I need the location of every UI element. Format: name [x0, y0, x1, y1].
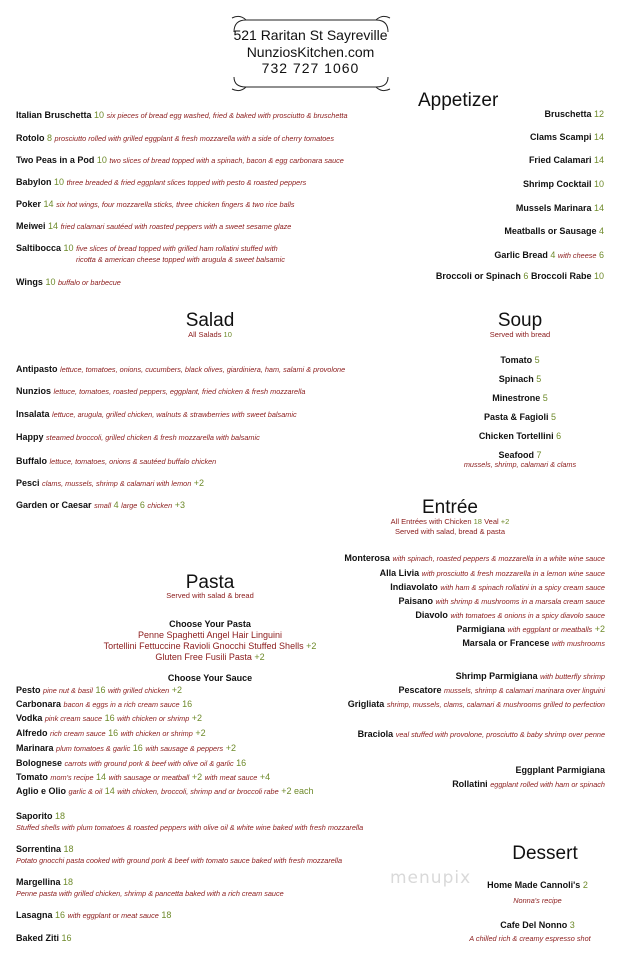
item-name: Vodka	[16, 713, 43, 723]
appetizer-item-right	[504, 226, 604, 236]
item-name: Minestrone	[492, 393, 541, 403]
pasta-options-text: Gluten Free Fusili Pasta	[155, 652, 252, 662]
sauce-item	[16, 728, 206, 738]
item-name: Buffalo	[16, 456, 47, 466]
item-desc: with prosciutto & fresh mozzarella in a lemon wine sauce	[421, 569, 605, 578]
item-price: 10	[94, 110, 105, 120]
entree-item	[415, 610, 605, 620]
item-extra: +2	[171, 685, 183, 695]
item-name: Tomato	[500, 355, 533, 365]
item-desc: shrimp, mussels, clams, calamari & mushrooms grilled to perfection	[386, 700, 605, 709]
item-price: 18	[55, 811, 66, 821]
item-name: Italian Bruschetta	[16, 110, 92, 120]
item-price: 10	[54, 177, 65, 187]
appetizer-item	[16, 110, 348, 120]
salad-subtitle	[150, 330, 270, 339]
item-desc: bacon & eggs in a rich cream sauce	[63, 700, 180, 709]
item-price: 8	[47, 133, 53, 143]
salad-item	[16, 478, 204, 488]
appetizer-item	[16, 177, 306, 187]
baked-item	[16, 844, 74, 854]
item-desc: with eggplant or meatballs	[507, 625, 593, 634]
item-desc2: with chicken or shrimp	[117, 714, 190, 723]
item-name: Garden or Caesar	[16, 500, 92, 510]
appetizer-item	[16, 243, 278, 253]
pasta-options-extra: +2	[254, 652, 265, 662]
choose-sauce-heading: Choose Your Sauce	[167, 673, 253, 683]
item-price: 16	[61, 933, 72, 943]
item-price2: 6	[598, 250, 604, 260]
item-desc2: with chicken, broccoli, shrimp and or broccoli rabe	[117, 787, 279, 796]
item-name: Aglio e Olio	[16, 786, 67, 796]
appetizer-title: Appetizer	[418, 90, 499, 111]
item-name: Alla Livia	[379, 568, 420, 578]
salad-item	[16, 500, 185, 510]
item-desc: with spinach, roasted peppers & mozzarella in a white wine sauce	[392, 554, 605, 563]
item-desc: lettuce, arugula, grilled chicken, walnuts & strawberries with sweet balsamic	[52, 410, 297, 419]
item-name: Marinara	[16, 743, 54, 753]
baked-item	[16, 933, 72, 943]
sauce-item	[16, 758, 246, 768]
item-desc: garlic & oil	[68, 787, 103, 796]
item-price: 14	[104, 786, 115, 796]
item-name: Nunzios	[16, 386, 51, 396]
item-desc: with butterfly shrimp	[540, 672, 605, 681]
item-name: Happy	[16, 432, 44, 442]
item-name: Grigliata	[347, 699, 385, 709]
item-desc2: with chicken or shrimp	[120, 729, 193, 738]
appetizer-item-right	[544, 109, 604, 119]
entree-title: Entrée	[422, 497, 478, 518]
appetizer-item-right	[436, 271, 604, 281]
item-price2: 10	[593, 271, 604, 281]
dessert-item	[470, 920, 605, 930]
entree-subtitle-veal: Veal	[484, 517, 499, 526]
item-name: Baked Ziti	[16, 933, 60, 943]
entree-special	[348, 699, 605, 709]
item-desc: three breaded & fried eggplant slices topped with pesto & roasted peppers	[66, 178, 307, 187]
item-desc: plum tomatoes & garlic	[56, 744, 131, 753]
item-name: Meatballs or Sausage	[504, 226, 597, 236]
soup-item	[460, 431, 580, 441]
appetizer-item	[16, 221, 291, 231]
item-price: 10	[593, 179, 604, 189]
item-desc2: with sausage or meatball	[108, 773, 190, 782]
item-name: Rollatini	[452, 779, 488, 789]
item-desc: six pieces of bread egg washed, fried & baked with prosciutto & bruschetta	[106, 111, 348, 120]
item-name: Chicken Tortellini	[478, 431, 554, 441]
item-desc: mussels, shrimp & calamari marinara over linguini	[444, 686, 605, 695]
item-name: Two Peas in a Pod	[16, 155, 95, 165]
item-price: 16	[95, 685, 106, 695]
item-name: Bolognese	[16, 758, 63, 768]
item-price: 14	[593, 155, 604, 165]
item-desc: prosciutto rolled with grilled eggplant & fresh mozzarella with a side of cherry tomatoes	[54, 134, 334, 143]
item-name: Seafood	[498, 450, 534, 460]
item-name2: Broccoli Rabe	[530, 271, 592, 281]
salad-item	[16, 432, 260, 442]
dessert-item-desc: A chilled rich & creamy espresso shot	[469, 934, 591, 943]
item-desc2: large	[121, 501, 138, 510]
item-name: Antipasto	[16, 364, 58, 374]
pasta-options-line-1: Penne Spaghetti Angel Hair Linguini	[137, 630, 283, 640]
item-name: Babylon	[16, 177, 52, 187]
item-name: Saltibocca	[16, 243, 62, 253]
item-price: 10	[45, 277, 56, 287]
soup-item-desc: mussels, shrimp, calamari & clams	[463, 460, 577, 469]
pasta-options-line-2	[50, 641, 370, 651]
sauce-item	[16, 713, 202, 723]
item-price: 5	[551, 412, 557, 422]
appetizer-item-right	[529, 155, 604, 165]
item-extra: +2	[195, 728, 206, 738]
item-price: 16	[104, 713, 115, 723]
item-extra: +2	[594, 624, 605, 634]
item-desc3: with meat sauce	[204, 773, 258, 782]
item-desc: with ham & spinach rollatini in a spicy cream sauce	[440, 583, 605, 592]
entree-item	[390, 582, 605, 592]
item-name: Parmigiana	[456, 624, 505, 634]
baked-item-desc: Penne pasta with grilled chicken, shrimp & pancetta baked with a rich cream sauce	[16, 889, 284, 898]
item-desc: fried calamari sautéed with roasted peppers with a sweet sesame glaze	[60, 222, 292, 231]
item-price: 5	[536, 374, 542, 384]
item-desc: buffalo or barbecue	[57, 278, 121, 287]
item-price-pre: 16	[55, 910, 66, 920]
dessert-item-desc: Nonna's recipe	[513, 896, 562, 905]
appetizer-item-right	[494, 250, 604, 260]
item-price: 16	[182, 699, 193, 709]
item-name: Mussels Marinara	[515, 203, 592, 213]
pasta-options-text: Tortellini Fettuccine Ravioli Gnocchi Stuffed Shells	[103, 641, 304, 651]
item-desc2: with sausage & peppers	[145, 744, 224, 753]
sauce-item	[16, 699, 192, 709]
item-desc: lettuce, tomatoes, onions, cucumbers, black olives, giardiniera, ham, salami & provolone	[60, 365, 346, 374]
entree-item	[380, 568, 605, 578]
item-name: Shrimp Parmigiana	[455, 671, 538, 681]
item-price: 3	[569, 920, 575, 930]
pasta-title: Pasta	[185, 572, 235, 593]
phone[interactable]: 732 727 1060	[261, 60, 360, 76]
website[interactable]: NunziosKitchen.com	[246, 44, 375, 60]
item-desc: carrots with ground pork & beef with olive oil & garlic	[64, 759, 234, 768]
item-price: 14	[96, 772, 107, 782]
item-price: 14	[593, 132, 604, 142]
item-name: Pasta & Fagioli	[483, 412, 549, 422]
item-extra: +2 each	[281, 786, 314, 796]
entree-special	[456, 671, 605, 681]
item-price: 6	[523, 271, 529, 281]
soup-item	[470, 412, 570, 422]
ornament-bottom	[0, 75, 621, 95]
entree-special	[452, 779, 605, 789]
item-desc: eggplant rolled with ham or spinach	[490, 780, 605, 789]
entree-subtitle-2: Served with salad, bread & pasta	[394, 527, 506, 536]
item-price3: +3	[174, 500, 185, 510]
item-name: Clams Scampi	[529, 132, 592, 142]
item-name: Diavolo	[415, 610, 448, 620]
appetizer-item	[16, 277, 121, 287]
item-name: Saporito	[16, 811, 53, 821]
item-price: 18	[63, 877, 74, 887]
item-price: 18	[63, 844, 74, 854]
baked-item-desc: Stuffed shells with plum tomatoes & roasted peppers with olive oil & white wine baked with fresh mozzarella	[16, 823, 364, 832]
item-desc: two slices of bread topped with a spinach, bacon & egg carbonara sauce	[109, 156, 344, 165]
salad-item	[16, 456, 216, 466]
item-name: Indiavolato	[390, 582, 438, 592]
appetizer-item	[16, 199, 295, 209]
item-name: Bruschetta	[544, 109, 592, 119]
item-name: Pescatore	[398, 685, 442, 695]
item-price: 6	[556, 431, 562, 441]
pasta-subtitle: Served with salad & bread	[166, 591, 254, 600]
sauce-item	[16, 685, 182, 695]
item-name: Home Made Cannoli's	[487, 880, 581, 890]
salad-subtitle-price: 10	[223, 330, 232, 339]
item-desc: rich cream sauce	[50, 729, 106, 738]
item-name: Eggplant Parmigiana	[515, 765, 605, 775]
appetizer-item-right	[516, 203, 604, 213]
item-price: 4	[550, 250, 556, 260]
item-price: 18	[161, 910, 172, 920]
item-name: Spinach	[498, 374, 534, 384]
item-extra: +2	[191, 772, 203, 782]
appetizer-item	[16, 133, 334, 143]
item-name: Monterosa	[344, 553, 390, 563]
item-name: Paisano	[398, 596, 433, 606]
baked-item	[16, 910, 171, 920]
item-name: Garlic Bread	[494, 250, 548, 260]
item-price: 16	[108, 728, 119, 738]
item-price: 4	[598, 226, 604, 236]
item-name: Meiwei	[16, 221, 46, 231]
item-desc: veal stuffed with provolone, prosciutto & baby shrimp over penne	[395, 730, 605, 739]
salad-item	[16, 409, 297, 419]
pasta-options-line-3	[60, 652, 360, 662]
soup-item	[470, 374, 570, 384]
item-name: Pesto	[16, 685, 41, 695]
item-price: 7	[536, 450, 542, 460]
item-extra: +2	[193, 478, 205, 488]
item-desc: six hot wings, four mozzarella sticks, three chicken fingers & two rice balls	[56, 200, 295, 209]
item-name: Broccoli or Spinach	[435, 271, 521, 281]
item-extra: +2	[191, 713, 203, 723]
soup-item	[470, 355, 570, 365]
item-price: 10	[96, 155, 107, 165]
item-name: Wings	[16, 277, 43, 287]
item-name: Braciola	[357, 729, 394, 739]
appetizer-item-right	[523, 179, 604, 189]
item-name: Tomato	[16, 772, 48, 782]
item-name: Pesci	[16, 478, 40, 488]
entree-special	[398, 685, 605, 695]
item-name: Sorrentina	[16, 844, 62, 854]
item-desc: lettuce, tomatoes, onions & sautéed buffalo chicken	[49, 457, 217, 466]
entree-subtitle-text: All Entrées with Chicken	[390, 517, 472, 526]
header-bracket-bottom	[0, 75, 621, 100]
item-price: 16	[132, 743, 143, 753]
item-desc2: with grilled chicken	[107, 686, 170, 695]
item-desc: pink cream sauce	[44, 714, 103, 723]
sauce-item	[16, 743, 236, 753]
soup-title: Soup	[497, 310, 543, 331]
soup-item	[470, 393, 570, 403]
item-price2: 6	[139, 500, 145, 510]
item-price: 10	[63, 243, 74, 253]
dessert-item	[470, 880, 605, 890]
item-price: 2	[582, 880, 588, 890]
baked-item	[16, 811, 65, 821]
appetizer-item-right	[530, 132, 604, 142]
item-name: Lasagna	[16, 910, 53, 920]
item-name: Alfredo	[16, 728, 48, 738]
item-desc: with cheese	[557, 251, 597, 260]
entree-item	[344, 553, 605, 563]
item-price: 4	[113, 500, 119, 510]
item-name: Fried Calamari	[528, 155, 592, 165]
item-desc-cont: ricotta & american cheese topped with arugula & sweet balsamic	[76, 255, 285, 264]
salad-item	[16, 386, 305, 396]
item-price: 12	[593, 109, 604, 119]
item-desc: with eggplant or meat sauce	[67, 911, 159, 920]
entree-item	[456, 624, 605, 634]
dessert-title: Dessert	[512, 843, 578, 864]
entree-item	[398, 596, 605, 606]
item-desc3: chicken	[147, 501, 173, 510]
item-desc: steamed broccoli, grilled chicken & fresh mozzarella with balsamic	[46, 433, 260, 442]
sauce-item	[16, 772, 270, 782]
choose-pasta-heading: Choose Your Pasta	[169, 619, 251, 629]
item-name: Margellina	[16, 877, 61, 887]
salad-subtitle-text: All Salads	[188, 330, 222, 339]
sauce-item	[16, 786, 313, 796]
item-desc: clams, mussels, shrimp & calamari with lemon	[42, 479, 192, 488]
entree-special	[358, 729, 605, 739]
item-desc: with mushrooms	[551, 639, 605, 648]
item-extra: +2	[225, 743, 236, 753]
item-price: 5	[542, 393, 548, 403]
address: 521 Raritan St Sayreville	[233, 27, 388, 43]
item-price: 5	[534, 355, 540, 365]
entree-subtitle-price: 18	[473, 517, 482, 526]
item-desc: with shrimp & mushrooms in a marsala cream sauce	[435, 597, 605, 606]
item-desc: lettuce, tomatoes, roasted peppers, eggplant, fried chicken & fresh mozzarella	[53, 387, 306, 396]
item-name: Shrimp Cocktail	[522, 179, 592, 189]
item-price: 14	[48, 221, 59, 231]
pasta-options-extra: +2	[306, 641, 317, 651]
entree-item	[462, 638, 605, 648]
item-name: Poker	[16, 199, 42, 209]
item-name: Marsala or Francese	[462, 638, 550, 648]
baked-item	[16, 877, 73, 887]
item-name: Rotolo	[16, 133, 45, 143]
item-price: 14	[43, 199, 54, 209]
baked-item-desc: Potato gnocchi pasta cooked with ground pork & beef with tomato sauce baked with fresh mozzarella	[16, 856, 343, 865]
item-desc: pine nut & basil	[43, 686, 93, 695]
watermark: menupix	[390, 868, 472, 888]
salad-item	[16, 364, 345, 374]
item-extra2: +4	[259, 772, 271, 782]
item-price: 16	[236, 758, 247, 768]
item-price: 14	[593, 203, 604, 213]
entree-subtitle-veal-price: +2	[500, 517, 510, 526]
entree-subtitle-1	[360, 517, 540, 526]
item-desc: with tomatoes & onions in a spicy diavolo sauce	[450, 611, 605, 620]
soup-subtitle: Served with bread	[489, 330, 551, 339]
item-desc: small	[94, 501, 112, 510]
item-desc: mom's recipe	[50, 773, 94, 782]
soup-item	[460, 450, 580, 460]
salad-title: Salad	[185, 310, 235, 331]
item-name: Insalata	[16, 409, 50, 419]
item-name: Carbonara	[16, 699, 62, 709]
item-desc: five slices of bread topped with grilled ham rollatini stuffed with	[76, 244, 278, 253]
appetizer-item	[16, 155, 344, 165]
entree-special	[515, 765, 605, 775]
item-name: Cafe Del Nonno	[500, 920, 568, 930]
